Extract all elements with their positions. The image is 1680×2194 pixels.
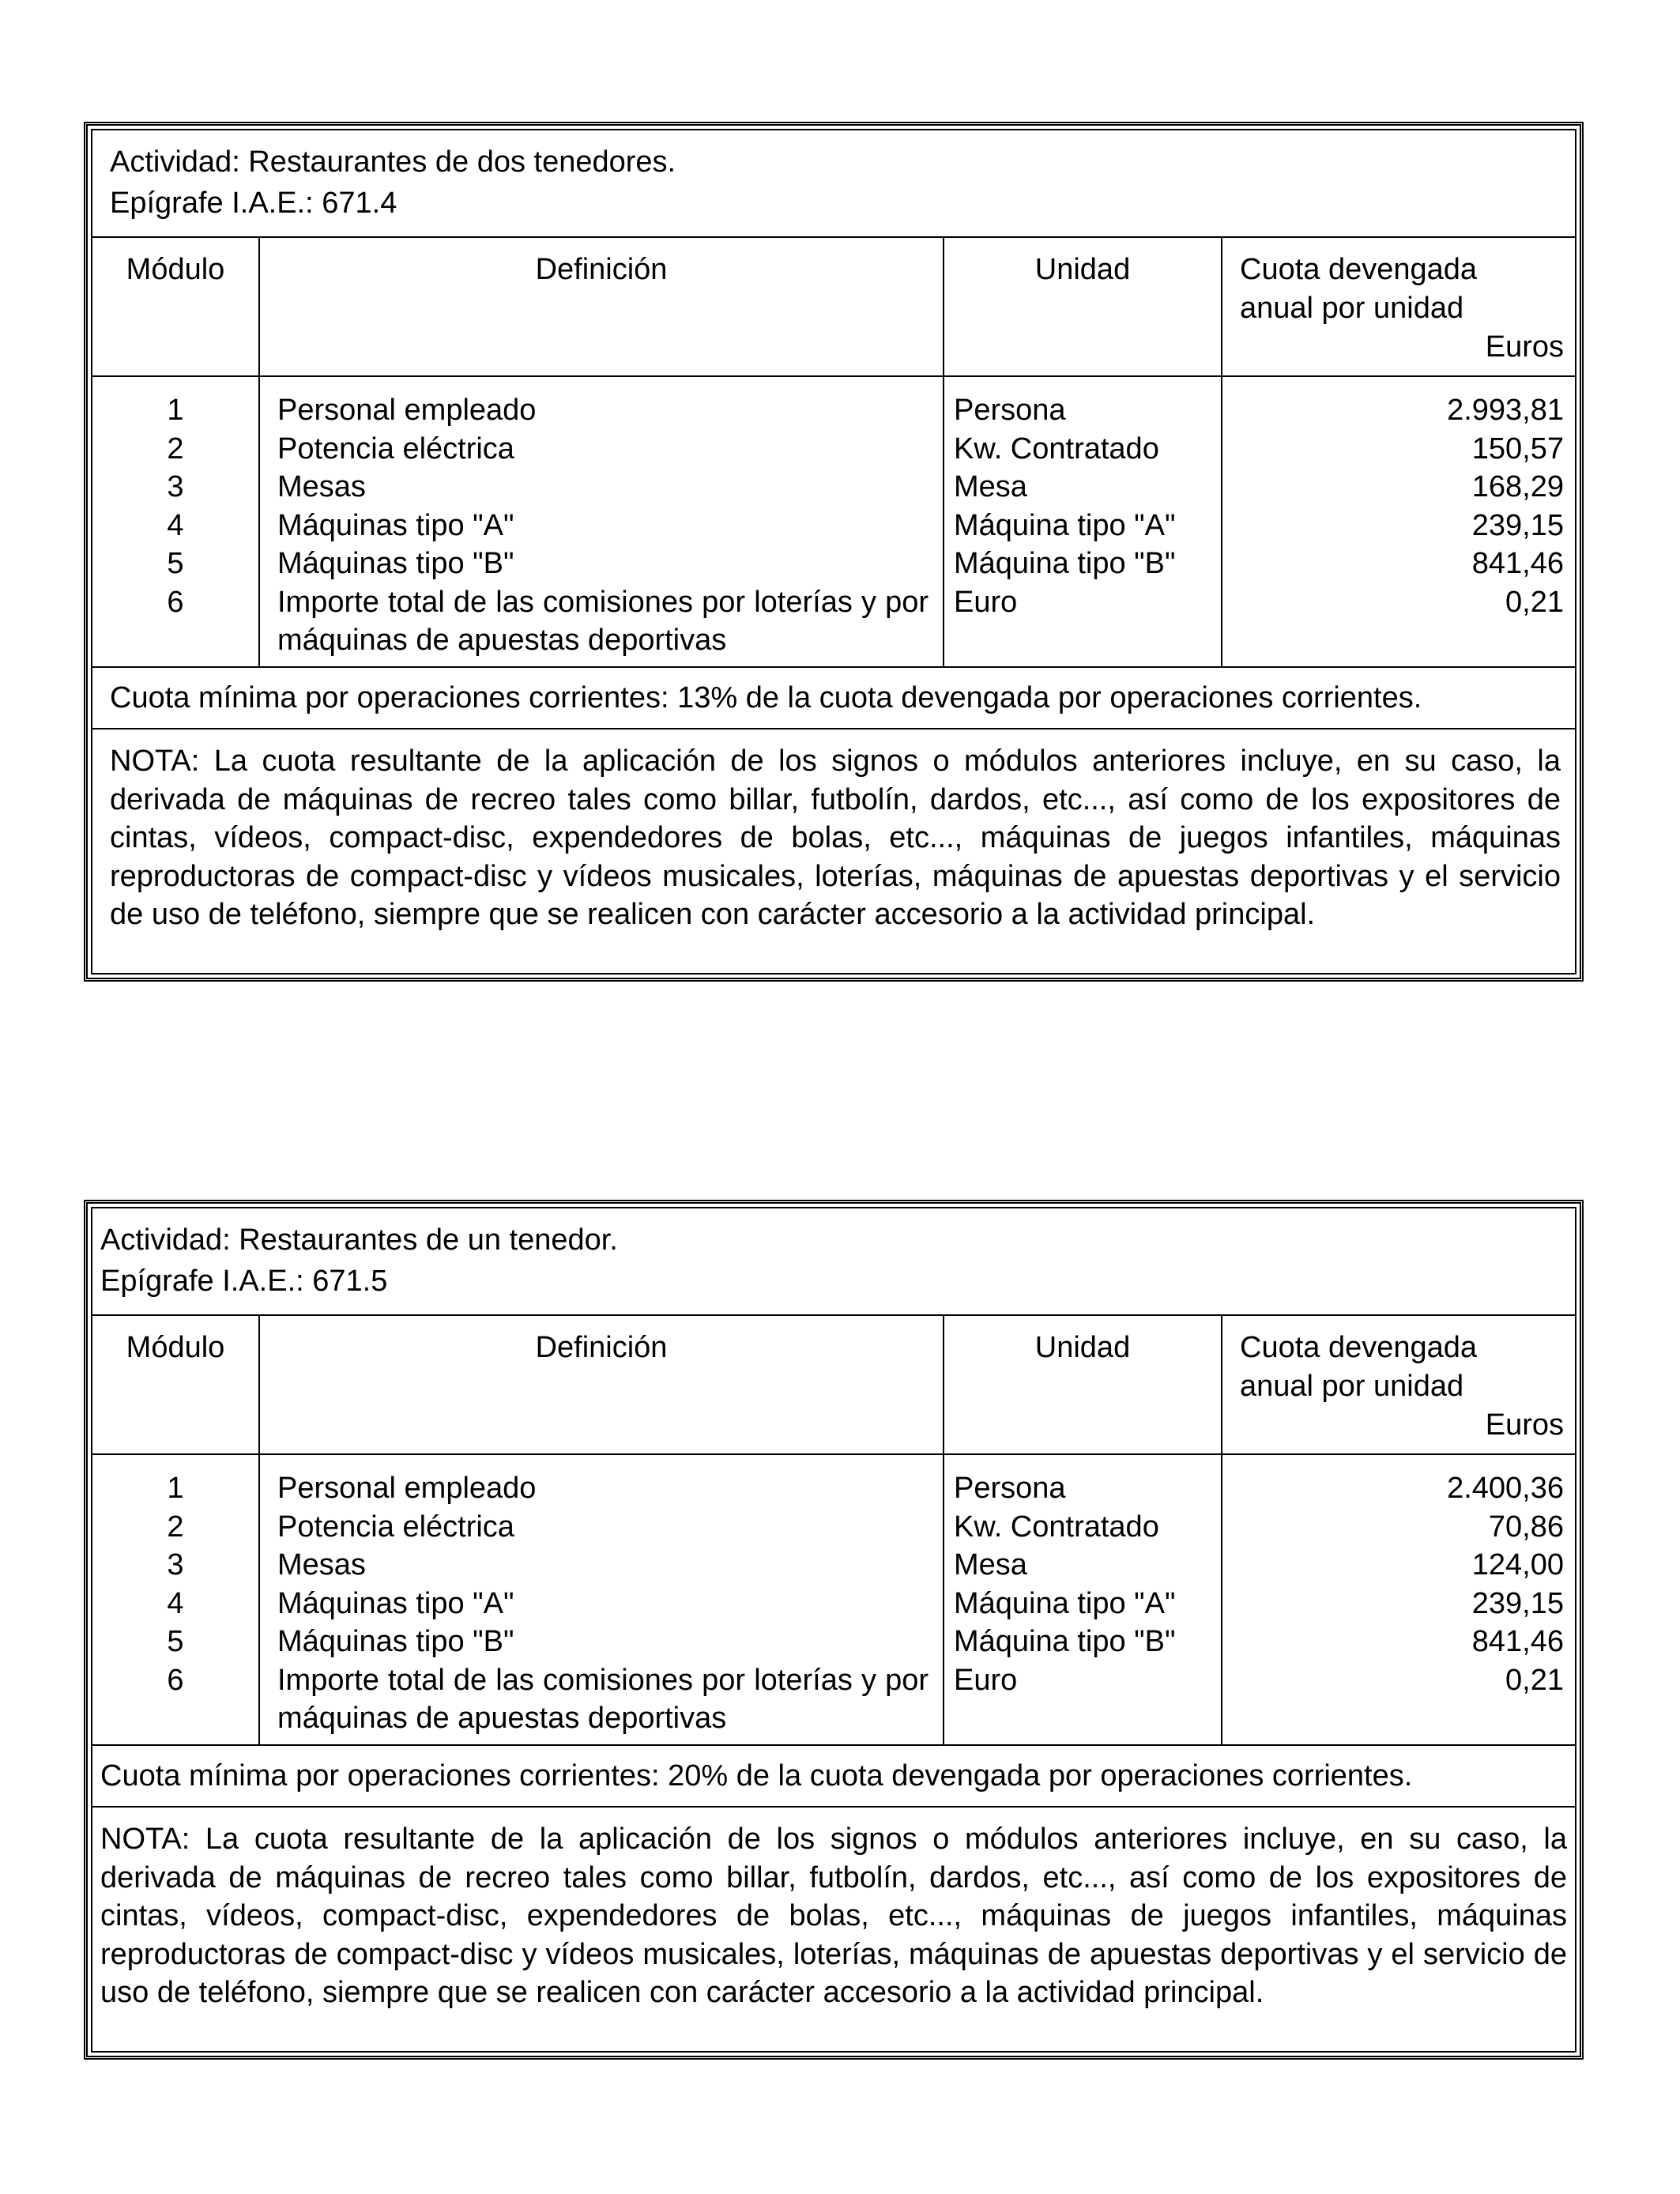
header-definicion-cell (260, 1316, 944, 1453)
header-unidad-cell (944, 238, 1222, 375)
nota-text: NOTA: La cuota resultante de la aplicación de los signos o módulos anteriores incluye, en su caso, la derivada de máquinas de recreo tales como billar, futbolín, dardos, etc..., así como de los expositores de cintas, vídeos, compact-disc, expendedores de bolas, etc..., máquinas de juegos infantiles, máquinas reproductoras de compact-disc y vídeos musicales, loterías, máquinas de apuestas deportivas y el servicio de uso de teléfono, siempre que se realicen con carácter accesorio a la actividad principal. (100, 1823, 1567, 2009)
table-row-definicion: Mesas (277, 1548, 366, 1581)
table-row-cuota: 841,46 (1471, 547, 1564, 580)
unidad-column (944, 1455, 1222, 1744)
header-cuota-line2: anual por unidad (1240, 292, 1464, 325)
table-row-cuota: 2.993,81 (1447, 394, 1564, 427)
table-row-unidad: Máquina tipo "B" (954, 1625, 1176, 1658)
table-row-definicion: Personal empleado (277, 1472, 537, 1505)
header-cuota-line1: Cuota devengada (1240, 1331, 1478, 1364)
table-row-modulo: 3 (167, 470, 184, 503)
nota-text: NOTA: La cuota resultante de la aplicación de los signos o módulos anteriores incluye, en su caso, la derivada de máquinas de recreo tales como billar, futbolín, dardos, etc..., así como de los expositores de cintas, vídeos, compact-disc, expendedores de bolas, etc..., máquinas de juegos infantiles, máquinas reproductoras de compact-disc y vídeos musicales, loterías, máquinas de apuestas deportivas y el servicio de uso de teléfono, siempre que se realicen con carácter accesorio a la actividad principal. (110, 745, 1561, 931)
table-row-cuota: 124,00 (1471, 1548, 1564, 1581)
table-row-unidad: Mesa (954, 470, 1027, 503)
modulo-column (92, 1455, 260, 1744)
table-body (92, 377, 1575, 668)
header-unidad: Unidad (1034, 1331, 1131, 1364)
cuota-minima-text: Cuota mínima por operaciones corrientes: 13% de la cuota devengada por operaciones corrientes. (110, 681, 1422, 714)
table-row-modulo: 3 (167, 1548, 184, 1581)
table-row-modulo: 1 (167, 1472, 184, 1505)
epigrafe-label: Epígrafe I.A.E.: 671.5 (100, 1265, 388, 1298)
activity-title: Actividad: Restaurantes de un tenedor. (100, 1223, 618, 1257)
modulo-column (92, 377, 260, 666)
unidad-column (944, 377, 1222, 666)
table-row-definicion: Potencia eléctrica (277, 1510, 514, 1544)
table-row-unidad: Kw. Contratado (954, 1510, 1159, 1544)
definicion-column (260, 1455, 944, 1744)
header-cuota (1222, 238, 1575, 367)
table-row-modulo: 6 (167, 585, 184, 619)
cuota-minima-row (92, 668, 1575, 729)
table-row-definicion: Mesas (277, 470, 366, 503)
header-cuota-units: Euros (1485, 330, 1564, 364)
table-row-definicion: Máquinas tipo "B" (277, 547, 514, 580)
module-table-671-4 (84, 122, 1584, 982)
cuota-minima-text: Cuota mínima por operaciones corrientes: 20% de la cuota devengada por operaciones corrientes. (100, 1759, 1413, 1793)
table-row-definicion: Máquinas tipo "A" (277, 508, 514, 542)
header-cuota-cell (1222, 238, 1575, 375)
table-body (92, 1455, 1575, 1746)
table-row-cuota: 841,46 (1471, 1625, 1564, 1658)
table-row-unidad: Euro (954, 1663, 1018, 1697)
module-table-671-5 (84, 1200, 1584, 2060)
cuota-column (1222, 1455, 1575, 1744)
table-row-modulo: 6 (167, 1663, 184, 1697)
table-row-cuota: 2.400,36 (1447, 1472, 1564, 1505)
table-frame (91, 129, 1576, 974)
table-row-definicion: Máquinas tipo "B" (277, 1625, 514, 1658)
activity-header (92, 130, 1575, 238)
epigrafe-label: Epígrafe I.A.E.: 671.4 (110, 187, 397, 220)
table-row-cuota: 150,57 (1471, 432, 1564, 466)
table-frame (91, 1207, 1576, 2053)
table-row-unidad: Máquina tipo "B" (954, 547, 1176, 580)
table-row-unidad: Mesa (954, 1548, 1027, 1581)
table-row-modulo: 5 (167, 547, 184, 580)
table-row-definicion: Potencia eléctrica (277, 432, 514, 466)
header-cuota-cell (1222, 1316, 1575, 1453)
header-definicion: Definición (535, 1331, 668, 1364)
header-modulo-cell (92, 238, 260, 375)
table-row-definicion: Importe total de las comisiones por loterías y por máquinas de apuestas deportivas (277, 1663, 929, 1735)
table-row-cuota: 239,15 (1471, 1586, 1564, 1620)
cuota-column (1222, 377, 1575, 666)
table-row-modulo: 2 (167, 432, 184, 466)
table-row-modulo: 4 (167, 508, 184, 542)
table-row-modulo: 4 (167, 1586, 184, 1620)
cuota-minima-row (92, 1746, 1575, 1808)
table-row-cuota: 0,21 (1505, 1663, 1564, 1697)
header-modulo: Módulo (126, 253, 225, 286)
header-definicion: Definición (535, 253, 668, 286)
table-row-cuota: 0,21 (1505, 585, 1564, 619)
table-row-cuota: 70,86 (1488, 1510, 1564, 1544)
table-row-definicion: Personal empleado (277, 394, 537, 427)
table-row-unidad: Persona (954, 394, 1066, 427)
table-row-modulo: 5 (167, 1625, 184, 1658)
table-row-cuota: 168,29 (1471, 470, 1564, 503)
header-cuota (1222, 1316, 1575, 1445)
activity-title: Actividad: Restaurantes de dos tenedores. (110, 145, 676, 179)
header-unidad: Unidad (1034, 253, 1131, 286)
activity-header (92, 1208, 1575, 1316)
table-row-modulo: 2 (167, 1510, 184, 1544)
table-row-unidad: Persona (954, 1472, 1066, 1505)
table-row-modulo: 1 (167, 394, 184, 427)
header-cuota-units: Euros (1485, 1408, 1564, 1442)
table-row-unidad: Euro (954, 585, 1018, 619)
header-definicion-cell (260, 238, 944, 375)
table-row-unidad: Máquina tipo "A" (954, 508, 1176, 542)
table-header-row (92, 238, 1575, 377)
header-cuota-line1: Cuota devengada (1240, 253, 1478, 286)
header-unidad-cell (944, 1316, 1222, 1453)
definicion-column (260, 377, 944, 666)
header-modulo-cell (92, 1316, 260, 1453)
table-row-definicion: Importe total de las comisiones por loterías y por máquinas de apuestas deportivas (277, 585, 929, 657)
table-header-row (92, 1316, 1575, 1455)
header-cuota-line2: anual por unidad (1240, 1370, 1464, 1403)
table-row-unidad: Kw. Contratado (954, 432, 1159, 466)
table-row-unidad: Máquina tipo "A" (954, 1586, 1176, 1620)
table-row-cuota: 239,15 (1471, 508, 1564, 542)
table-row-definicion: Máquinas tipo "A" (277, 1586, 514, 1620)
header-modulo: Módulo (126, 1331, 225, 1364)
